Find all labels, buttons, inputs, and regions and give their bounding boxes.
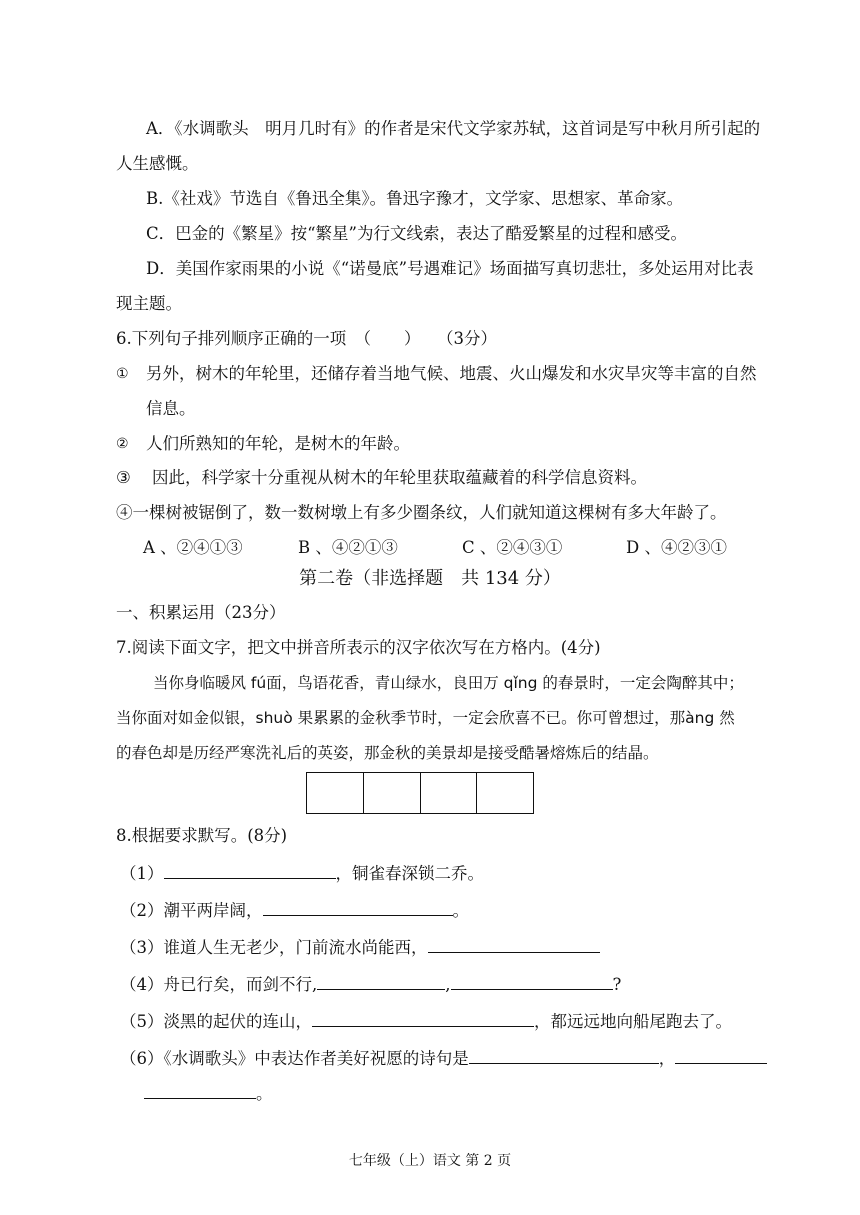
recite-6-end: 。 [256, 1084, 273, 1103]
sentence-3: 因此，科学家十分重视从树木的年轮里获取蕴藏着的科学信息资料。 [152, 468, 647, 487]
recite-5-end: ，都远远地向船尾跑去了。 [534, 1012, 732, 1031]
option-d-line1: D．美国作家雨果的小说《“诺曼底”号遇难记》场面描写真切悲壮，多处运用对比表 [146, 259, 754, 278]
sentence-1-number: ① [116, 366, 129, 382]
blank-4b[interactable] [451, 973, 613, 990]
recite-4-end: ? [612, 975, 622, 994]
choice-b: B 、④②①③ [298, 538, 398, 557]
recite-line-1 [120, 862, 484, 885]
question-6-stem: 6.下列句子排列顺序正确的一项 （ ） （3分） [116, 329, 497, 348]
blank-2[interactable] [263, 899, 453, 916]
recite-2-end: 。 [452, 901, 469, 920]
choice-c: C 、②④③① [462, 538, 563, 557]
option-a-line2: 人生感慨。 [116, 154, 199, 173]
blank-6a[interactable] [469, 1047, 659, 1064]
answer-box-3[interactable] [421, 773, 478, 813]
choice-a: A 、②④①③ [143, 538, 243, 557]
sentence-2: 人们所熟知的年轮，是树木的年龄。 [146, 434, 410, 453]
passage-line-3: 的春色却是历经严寒洗礼后的英姿，那金秋的美景却是接受酷暑熔炼后的结晶。 [116, 744, 659, 762]
blank-4a[interactable] [317, 973, 445, 990]
blank-3[interactable] [428, 936, 600, 953]
sentence-4: ④一棵树被锯倒了，数一数树墩上有多少圈条纹，人们就知道这棵树有多大年龄了。 [116, 503, 727, 522]
recite-line-3 [120, 936, 600, 959]
section-1-heading: 一、积累运用（23分） [116, 603, 286, 622]
blank-6c[interactable] [144, 1082, 256, 1099]
recite-line-6 [120, 1047, 767, 1070]
recite-line-5 [120, 1010, 732, 1033]
answer-box-4[interactable] [477, 773, 533, 813]
recite-1-text: ，铜雀春深锁二乔。 [335, 864, 484, 883]
recite-3-text: （3）谁道人生无老少，门前流水尚能西， [120, 938, 428, 957]
answer-box-2[interactable] [364, 773, 421, 813]
recite-2-text: （2）潮平两岸阔， [120, 901, 263, 920]
option-a-line1: A．《水调歌头 明月几时有》的作者是宋代文学家苏轼，这首词是写中秋月所引起的 [146, 119, 761, 138]
question-7-stem: 7.阅读下面文字，把文中拼音所表示的汉字依次写在方格内。(4分) [116, 638, 601, 657]
blank-1[interactable] [164, 862, 336, 879]
sentence-1-line2: 信息。 [146, 399, 196, 418]
recite-6-text: （6）《水调歌头》中表达作者美好祝愿的诗句是 [120, 1049, 469, 1068]
recite-line-4 [120, 973, 621, 996]
question-8-stem: 8.根据要求默写。(8分) [116, 826, 288, 845]
blank-5[interactable] [312, 1010, 534, 1027]
passage-line-1: 当你身临暖风 fú面，鸟语花香，青山绿水，良田万 qǐng 的春景时，一定会陶醉其中； [153, 674, 744, 692]
sentence-3-number: ③ [116, 468, 131, 487]
part-2-title: 第二卷（非选择题 共 134 分） [299, 568, 561, 589]
option-b: B.《社戏》节选自《鲁迅全集》。鲁迅字豫才，文学家、思想家、革命家。 [146, 189, 684, 208]
option-c: C．巴金的《繁星》按“繁星”为行文线索，表达了酷爱繁星的过程和感受。 [146, 224, 687, 243]
choice-d: D 、④②③① [626, 538, 727, 557]
page-footer: 七年级（上）语文 第 2 页 [348, 1153, 512, 1169]
recite-5-text: （5）淡黑的起伏的连山， [120, 1012, 312, 1031]
answer-grid [306, 772, 534, 814]
option-d-line2: 现主题。 [116, 294, 182, 313]
recite-6-mid: ， [658, 1049, 676, 1068]
recite-line-2 [120, 899, 469, 922]
sentence-1-line1: 另外，树木的年轮里，还储存着当地气候、地震、火山爆发和水灾旱灾等丰富的自然 [146, 364, 757, 383]
passage-line-2: 当你面对如金似银，shuò 果累累的金秋季节时，一定会欣喜不已。你可曾想过，那àng 然 [116, 709, 735, 727]
recite-1-number: （1） [120, 864, 164, 883]
recite-line-6-continued [144, 1082, 273, 1105]
answer-box-1[interactable] [307, 773, 364, 813]
blank-6b[interactable] [675, 1047, 767, 1064]
recite-4-text: （4）舟已行矣，而剑不行, [120, 975, 318, 994]
recite-4-mid: , [445, 975, 451, 994]
sentence-2-number: ② [116, 436, 129, 452]
